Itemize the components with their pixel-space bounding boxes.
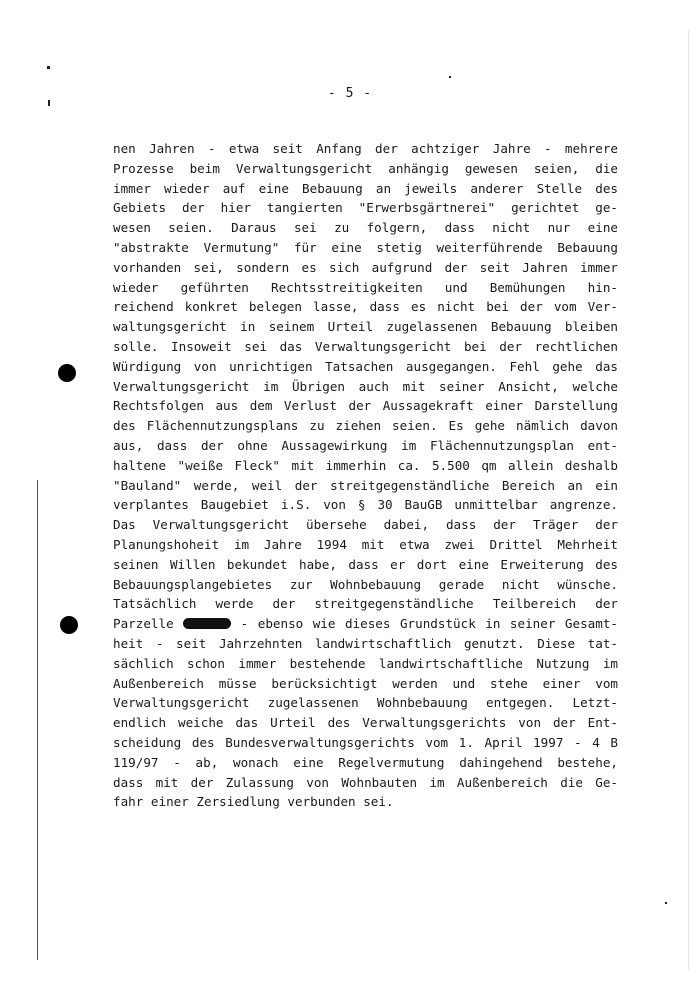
text-line: Bebauungsplangebietes zur Wohnbebauung gerade nicht wünsche. (113, 576, 618, 592)
text-line: verplantes Baugebiet i.S. von § 30 BauGB unmittelbar angrenze. (113, 497, 618, 513)
body-text (113, 139, 618, 812)
scan-speck (47, 66, 50, 69)
text-line: Rechtsfolgen aus dem Verlust der Aussagekraft einer Darstellung (113, 398, 618, 414)
text-line: Würdigung von unrichtigen Tatsachen ausgegangen. Fehl gehe das (113, 358, 618, 374)
scan-edge (688, 30, 689, 970)
text-line: endlich weiche das Urteil des Verwaltungsgerichts von der Ent- (113, 715, 618, 731)
page-number: - 5 - (327, 86, 373, 101)
text-line: wieder geführten Rechtsstreitigkeiten und Bemühungen hin- (113, 279, 618, 295)
text-line: wesen seien. Daraus sei zu folgern, dass nicht nur eine (113, 220, 618, 236)
text-line: sächlich schon immer bestehende landwirtschaftliche Nutzung im (113, 655, 618, 671)
text-line: Das Verwaltungsgericht übersehe dabei, dass der Träger der (113, 517, 618, 533)
scan-margin-line (37, 480, 38, 960)
text-line: vorhanden sei, sondern es sich aufgrund der seit Jahren immer (113, 259, 618, 275)
text-line: Außenbereich müsse berücksichtigt werden und stehe einer vom (113, 675, 618, 691)
text-line: Gebiets der hier tangierten "Erwerbsgärtnerei" gerichtet ge- (113, 200, 618, 216)
text-line: 119/97 - ab, wonach eine Regelvermutung dahingehend bestehe, (113, 754, 618, 770)
text-line: Planungshoheit im Jahre 1994 mit etwa zwei Drittel Mehrheit (113, 536, 618, 552)
text-line: fahr einer Zersiedlung verbunden sei. (113, 794, 394, 810)
text-line: "Bauland" werde, weil der streitgegenständliche Bereich an ein (113, 477, 618, 493)
text-line: haltene "weiße Fleck" mit immerhin ca. 5.500 qm allein deshalb (113, 457, 618, 473)
text-line: dass mit der Zulassung von Wohnbauten im Außenbereich die Ge- (113, 774, 618, 790)
text-line: seinen Willen bekundet habe, dass er dort eine Erweiterung des (113, 556, 618, 572)
text-line: immer wieder auf eine Bebauung an jeweils anderer Stelle des (113, 180, 618, 196)
text-line: scheidung des Bundesverwaltungsgerichts vom 1. April 1997 - 4 B (113, 734, 618, 750)
text-line: solle. Insoweit sei das Verwaltungsgericht bei der rechtlichen (113, 338, 618, 354)
scan-speck (449, 76, 451, 78)
text-line: "abstrakte Vermutung" für eine stetig weiterführende Bebauung (113, 239, 618, 255)
punch-hole (60, 616, 78, 634)
punch-hole (58, 364, 76, 382)
parcel-prefix: Parzelle (113, 616, 174, 632)
text-line: aus, dass der ohne Aussagewirkung im Flächennutzungsplan ent- (113, 437, 618, 453)
text-line: nen Jahren - etwa seit Anfang der achtziger Jahre - mehrere (113, 141, 618, 156)
scan-speck (665, 902, 667, 904)
text-line: Verwaltungsgericht zugelassenen Wohnbebauung entgegen. Letzt- (113, 695, 618, 711)
redaction-mark (183, 618, 231, 629)
text-line: des Flächennutzungsplans zu ziehen seien. Es gehe nämlich davon (113, 418, 618, 434)
text-line: waltungsgericht in seinem Urteil zugelassenen Bebauung bleiben (113, 319, 618, 335)
text-line: heit - seit Jahrzehnten landwirtschaftlich genutzt. Diese tat- (113, 635, 618, 651)
text-line: Prozesse beim Verwaltungsgericht anhängig gewesen seien, die (113, 160, 618, 176)
text-line: Verwaltungsgericht im Übrigen auch mit seiner Ansicht, welche (113, 378, 618, 394)
text-line: Tatsächlich werde der streitgegenständliche Teilbereich der (113, 596, 618, 612)
text-line: reichend konkret belegen lasse, dass es nicht bei der vom Ver- (113, 299, 618, 315)
parcel-suffix: - ebenso wie dieses Grundstück in seiner Gesamt- (240, 616, 618, 632)
text-line-parcel (113, 614, 618, 634)
